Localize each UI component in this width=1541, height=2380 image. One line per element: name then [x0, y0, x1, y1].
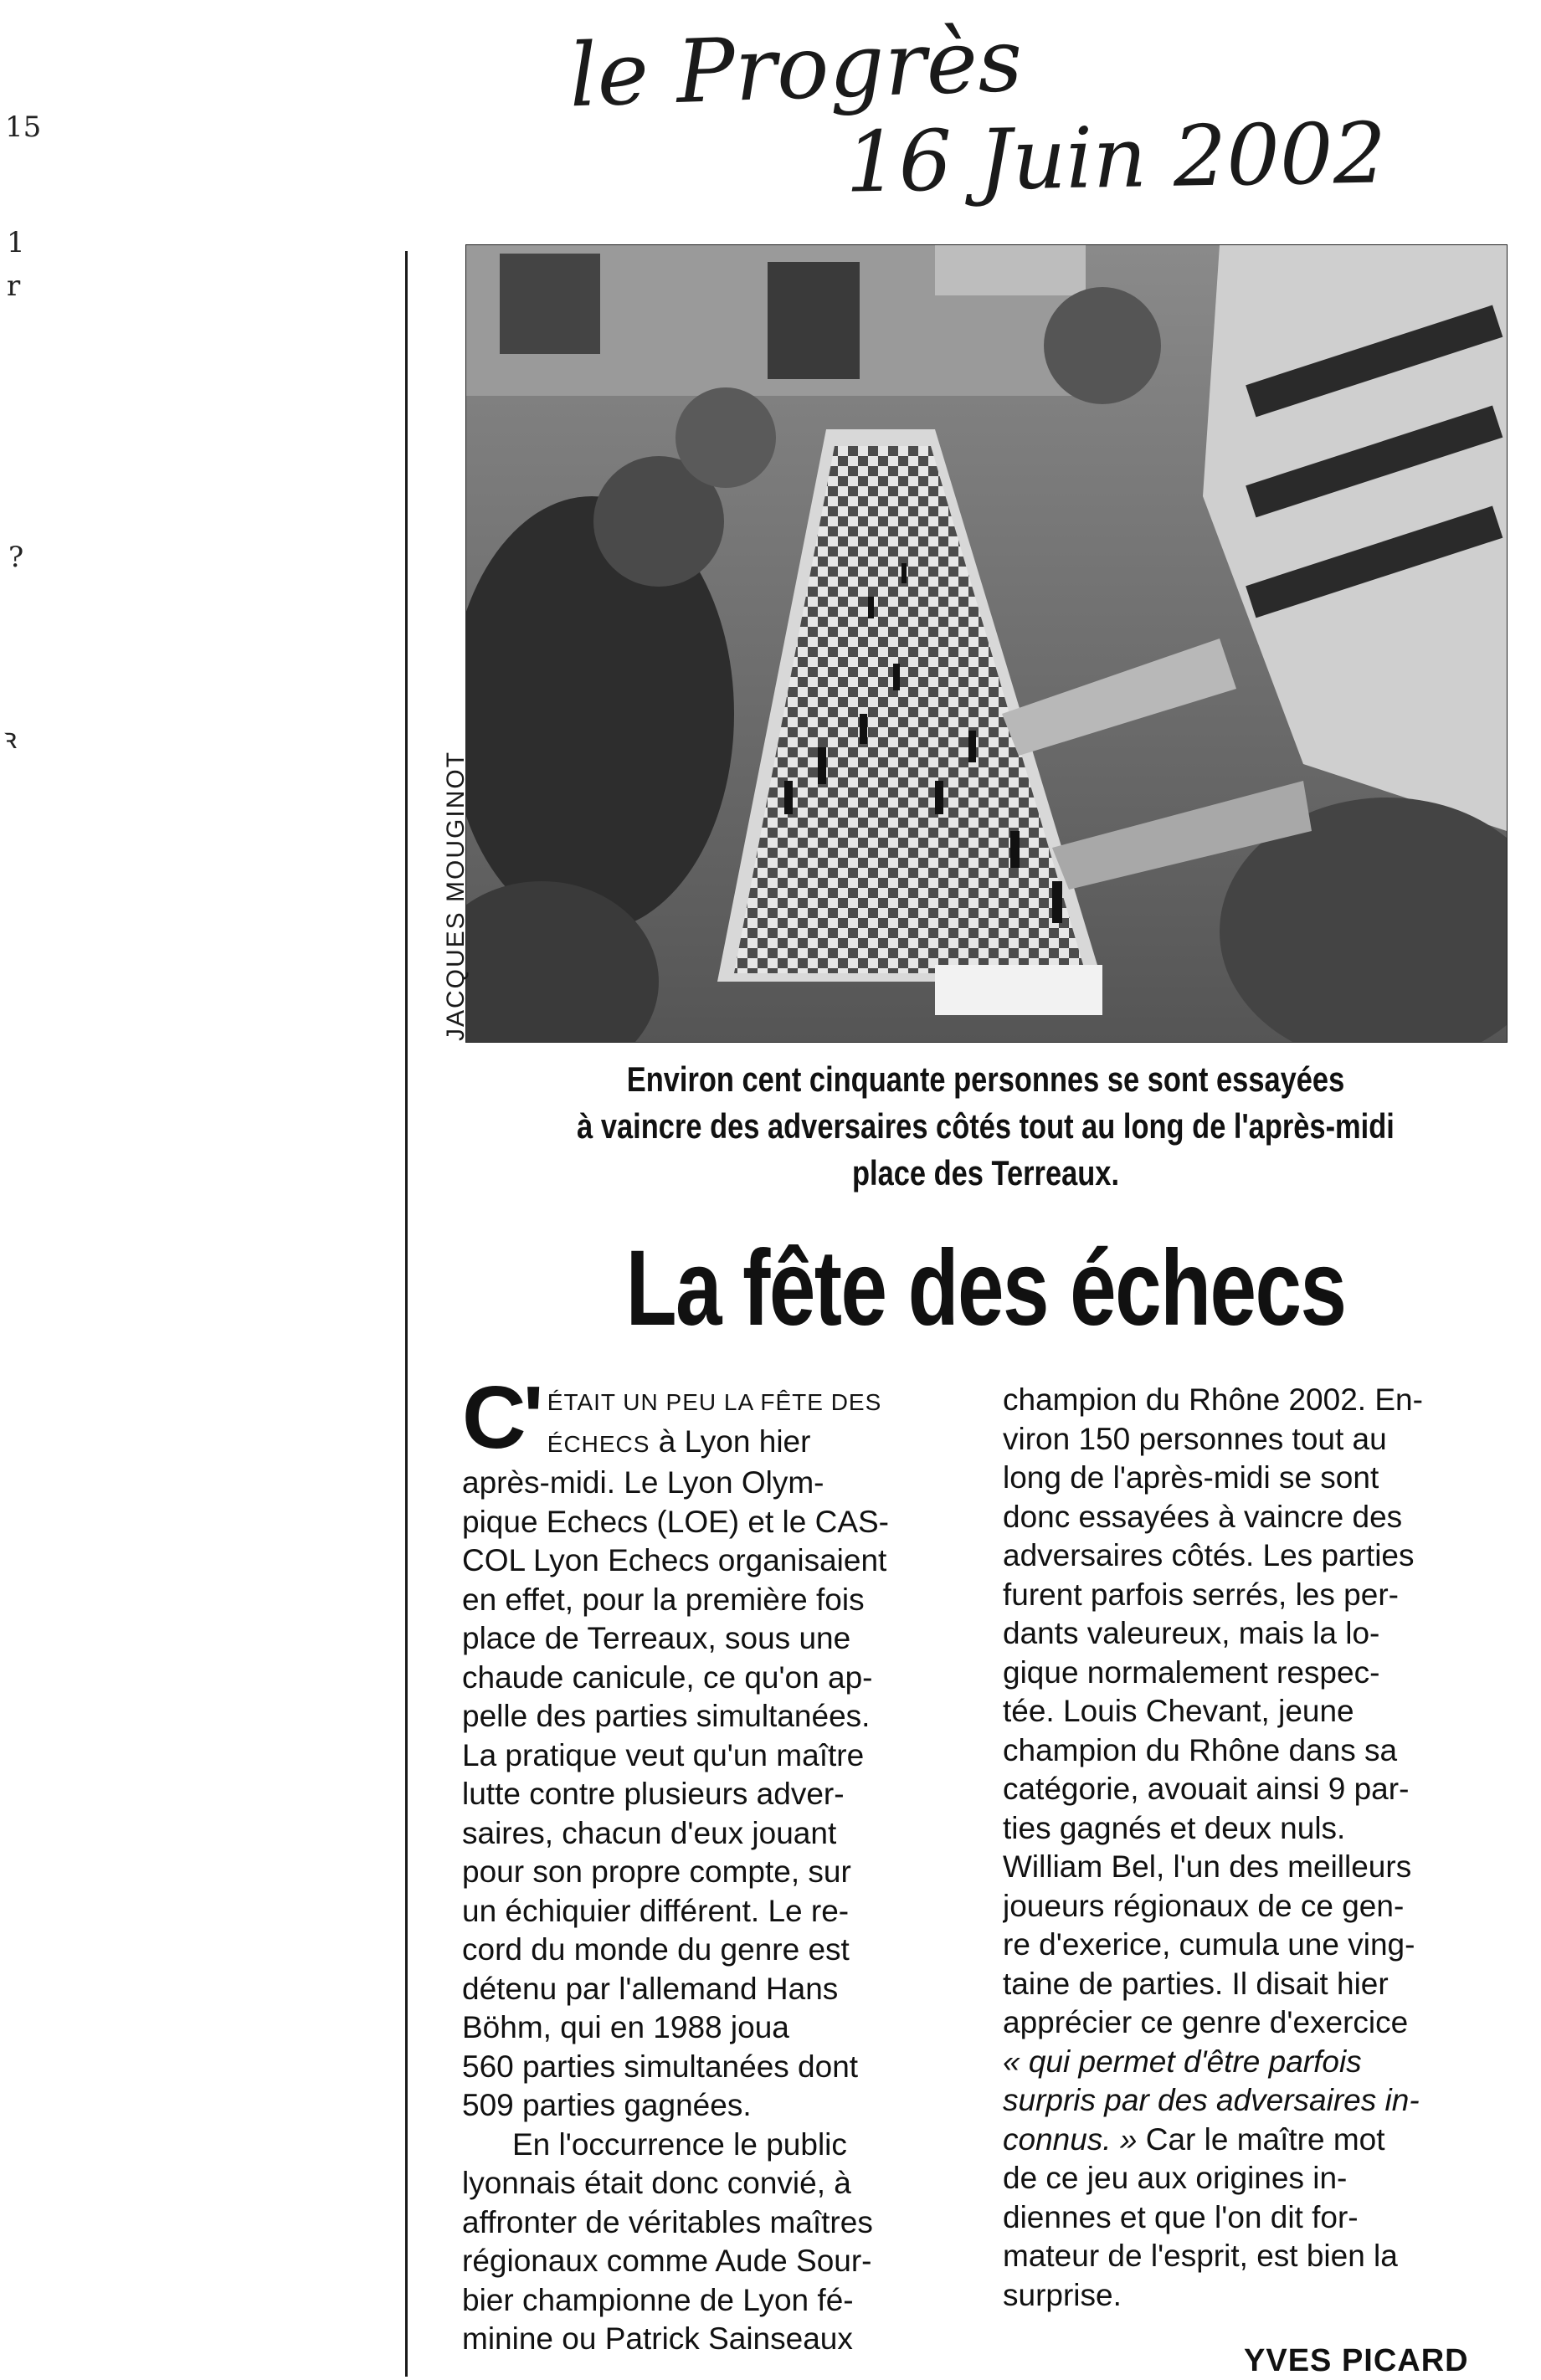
caption-line: place des Terreaux. — [851, 1153, 1120, 1193]
article-line: donc essayées à vaincre des — [1003, 1499, 1403, 1534]
article-line: furent parfois serrés, les per- — [1003, 1577, 1399, 1612]
article-paragraph-1 — [462, 1464, 964, 2126]
author-byline: YVES PICARD — [1244, 2343, 1469, 2378]
article-line: détenu par l'allemand Hans — [462, 1971, 839, 2006]
article-paragraph-3 — [1003, 1381, 1505, 2043]
margin-mark: 1 — [7, 226, 25, 259]
article-line: lutte contre plusieurs adver- — [462, 1777, 845, 1811]
article-line: saires, chacun d'eux jouant — [462, 1815, 837, 1850]
article-line: La pratique veut qu'un maître — [462, 1737, 865, 1772]
article-line: re d'exerice, cumula une ving- — [1003, 1927, 1415, 1962]
article-line: pique Echecs (LOE) et le CAS- — [462, 1504, 889, 1539]
article-line: 560 parties simultanées dont — [462, 2049, 859, 2084]
article-column-1 — [462, 1368, 964, 2359]
article-line: mateur de l'esprit, est bien la — [1003, 2239, 1398, 2273]
article-paragraph-4 — [1003, 2159, 1505, 2315]
chess-simul-photo — [465, 244, 1508, 1043]
article-line: long de l'après-midi se sont — [1003, 1460, 1379, 1495]
article-line: lyonnais était donc convié, à — [462, 2166, 851, 2200]
photo-credit: JACQUES MOUGINOT — [442, 750, 470, 1041]
article-line: gique normalement respec- — [1003, 1654, 1380, 1690]
article-line: viron 150 personnes tout au — [1003, 1421, 1387, 1456]
article-line: surprise. — [1003, 2277, 1122, 2312]
lead-smallcaps: ÉCHECS — [547, 1430, 650, 1457]
article-line: un échiquier différent. Le re- — [462, 1893, 850, 1928]
article-line: chaude canicule, ce qu'on ap- — [462, 1659, 873, 1695]
article-line: après-midi. Le Lyon Olym- — [462, 1465, 824, 1500]
article-line: taine de parties. Il disait hier — [1003, 1966, 1389, 2001]
column-rule — [405, 251, 408, 2377]
photo-illustration — [466, 245, 1507, 1042]
headline: La fête des échecs — [625, 1228, 1346, 1348]
article-line: bier championne de Lyon fé- — [462, 2282, 854, 2317]
lead-text: à Lyon hier — [650, 1423, 811, 1459]
article-line — [547, 1423, 964, 1464]
article-paragraph-2 — [462, 2126, 964, 2359]
article-line: de ce jeu aux origines in- — [1003, 2161, 1348, 2195]
article-line: affronter de véritables maîtres — [462, 2204, 873, 2239]
margin-mark: 15 — [5, 110, 42, 144]
article-line: dants valeureux, mais la lo- — [1003, 1616, 1380, 1650]
article-line: ties gagnés et deux nuls. — [1003, 1810, 1346, 1845]
article-line: en effet, pour la première fois — [462, 1582, 865, 1617]
article-line: champion du Rhône dans sa — [1003, 1732, 1398, 1767]
article-line: place de Terreaux, sous une — [462, 1621, 851, 1655]
article-column-2 — [1003, 1381, 1505, 2315]
caption-line: Environ cent cinquante personnes se sont essayées — [626, 1059, 1345, 1099]
article-line — [1003, 2121, 1505, 2160]
article-line: diennes et que l'on dit for- — [1003, 2199, 1359, 2234]
quote-end: connus. » — [1003, 2121, 1138, 2157]
article-line: William Bel, l'un des meilleurs — [1003, 1849, 1412, 1884]
article-text: Car le maître mot — [1137, 2121, 1385, 2157]
article-line: régionaux comme Aude Sour- — [462, 2244, 872, 2278]
handwritten-date: 16 Juin 2002 — [845, 104, 1388, 212]
article-line: joueurs régionaux de ce gen- — [1003, 1888, 1405, 1923]
margin-mark: r — [7, 269, 21, 303]
article-line: catégorie, avouait ainsi 9 par- — [1003, 1772, 1410, 1806]
margin-mark: ? — [8, 541, 24, 574]
drop-cap: C' — [462, 1368, 541, 1467]
lead-smallcaps: ÉTAIT UN PEU LA FÊTE DES — [547, 1389, 882, 1415]
article-line: Böhm, qui en 1988 joua — [462, 2010, 789, 2044]
article-line: surpris par des adversaires in- — [1003, 2083, 1420, 2117]
photo-caption — [559, 1056, 1412, 1197]
article-line: apprécier ce genre d'exercice — [1003, 2005, 1409, 2039]
article-quote — [1003, 2043, 1505, 2121]
article-line: cord du monde du genre est — [462, 1932, 850, 1967]
handwritten-source: le Progrès — [568, 8, 1025, 127]
article-line: En l'occurrence le public — [512, 2126, 847, 2162]
article-line: minine ou Patrick Sainseaux — [462, 2321, 853, 2356]
article-line: adversaires côtés. Les parties — [1003, 1538, 1415, 1572]
article-line — [547, 1381, 964, 1423]
article-line: « qui permet d'être parfois — [1003, 2044, 1362, 2079]
article-line: tée. Louis Chevant, jeune — [1003, 1694, 1354, 1728]
article-line: champion du Rhône 2002. En- — [1003, 1382, 1423, 1417]
margin-mark: ꝛ — [3, 722, 18, 756]
article-line: pour son propre compte, sur — [462, 1854, 851, 1889]
article-line: COL Lyon Echecs organisaient — [462, 1543, 887, 1577]
article-line: 509 parties gagnées. — [462, 2088, 752, 2122]
article-line: pelle des parties simultanées. — [462, 1699, 871, 1733]
caption-line: à vaincre des adversaires côtés tout au long de l'après-midi — [577, 1106, 1395, 1146]
